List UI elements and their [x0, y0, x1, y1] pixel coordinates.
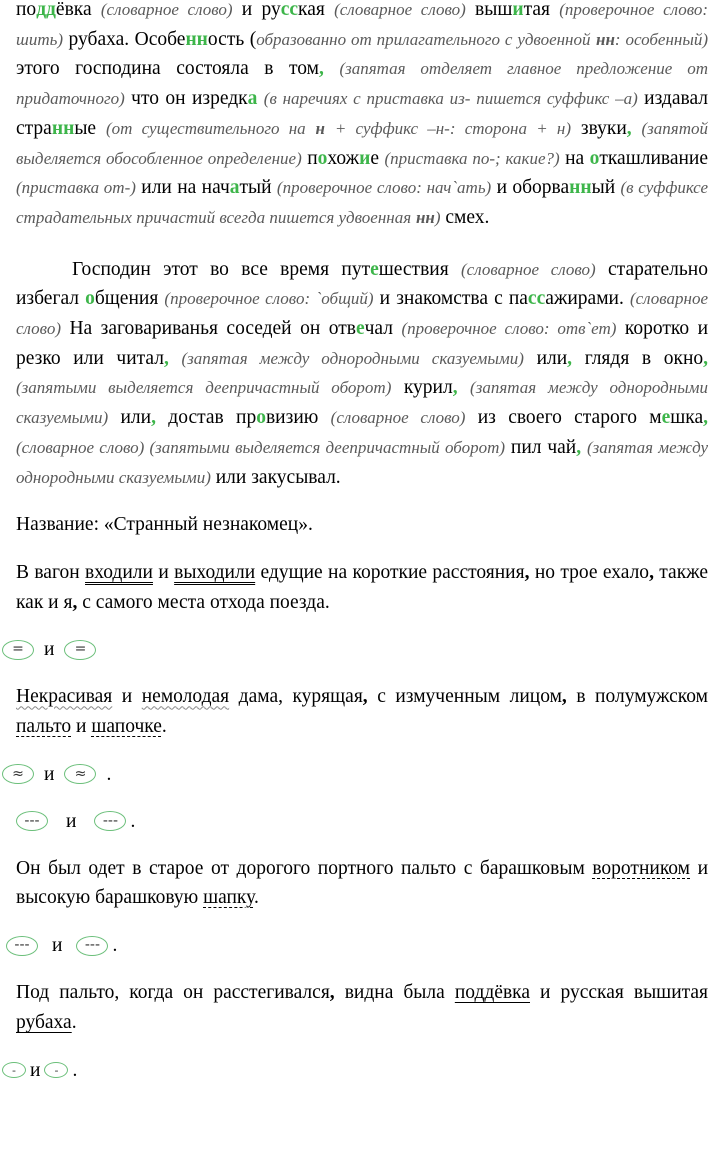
highlight-letter: е [370, 258, 379, 280]
scheme-conjunction: и [44, 639, 55, 661]
comment: : особенный) [614, 29, 708, 49]
predicate: выходили [174, 561, 256, 583]
highlight-letter: нн [185, 28, 208, 50]
text: и ру [241, 0, 281, 20]
subject: рубаха [16, 1011, 72, 1033]
text: шествия [378, 258, 449, 280]
text: что он изредк [131, 88, 248, 110]
document-page [12, 0, 709, 1085]
text: . [253, 887, 259, 909]
predicate: входили [85, 561, 153, 583]
comment: (от существительного на [105, 118, 306, 138]
scheme-period: . [72, 1059, 78, 1081]
comment: (приставка по-; какие?) [384, 148, 560, 168]
highlight-comma: , [703, 407, 709, 429]
text: Господин этот во все время пут [72, 258, 371, 280]
comment: (проверочное слово: отв`ет) [401, 319, 617, 339]
text: и [121, 686, 133, 708]
text: выш [475, 0, 513, 20]
scheme-period: . [112, 935, 118, 957]
subject-oval-icon: - [44, 1062, 68, 1078]
text: с самого места отхода поезда. [82, 591, 330, 613]
text: курил [403, 377, 453, 399]
highlight-letter: и [512, 0, 524, 20]
subject: поддёвка [454, 982, 530, 1004]
highlight-letter: дд [36, 0, 56, 20]
text: или [536, 347, 568, 369]
text: также как и я [16, 561, 709, 613]
highlight-letter: е [355, 318, 365, 340]
text: На заговариванья соседей он отв [69, 318, 356, 340]
highlight-letter: о [256, 407, 266, 429]
text: коротко и резко или читал [16, 318, 709, 369]
text: смех. [445, 206, 490, 228]
comment: (словарное слово) [16, 289, 709, 339]
text: едущие на короткие расстояния [260, 561, 525, 583]
scheme-3 [16, 807, 708, 836]
scheme-2 [2, 760, 708, 789]
highlight-letter: о [85, 288, 95, 310]
text: Под пальто, когда он расстегивался [16, 982, 330, 1004]
scheme-4 [6, 931, 708, 960]
comment: (запятая между однородными сказуемыми) [16, 437, 709, 487]
text: из своего старого м [477, 407, 662, 429]
paragraph-2 [16, 255, 708, 493]
text: дама, курящая [238, 686, 363, 708]
highlight-comma: , [626, 117, 632, 139]
highlight-letter: сс [280, 0, 299, 20]
text: глядя в окно [584, 347, 704, 369]
comment-bold: н [315, 118, 325, 138]
highlight-letter: сс [527, 288, 546, 310]
text: визию [265, 407, 319, 429]
text: и русская вышитая [540, 982, 709, 1004]
comma: , [362, 686, 368, 708]
text: с измученным лицом [377, 686, 562, 708]
comment: ) [434, 207, 441, 227]
text: кая [298, 0, 325, 20]
comment: (запятыми выделяется деепричастный оборот) [16, 378, 392, 398]
text: звуки [580, 117, 627, 139]
highlight-comma: , [452, 377, 458, 399]
text: издавал стра [16, 88, 709, 139]
comment: (словарное слово) [461, 259, 596, 279]
attribute: Некрасивая [16, 686, 113, 708]
highlight-comma: , [319, 58, 324, 80]
highlight-comma: , [703, 347, 709, 369]
text: ый [591, 177, 616, 199]
text: ость ( [207, 28, 257, 50]
comment: (словарное слово) [334, 0, 466, 19]
text: и высокую барашковую [16, 857, 709, 909]
comment: образованно от прилагательного с удвоенной [256, 29, 591, 49]
text: ёвка [55, 0, 92, 20]
highlight-comma: , [164, 347, 169, 369]
comment: (проверочное слово: `общий) [164, 289, 374, 309]
text: достав пр [168, 407, 257, 429]
highlight-letter: а [229, 177, 240, 199]
comma: , [72, 591, 78, 613]
comment: (словарное слово) [330, 408, 466, 428]
highlight-letter: нн [51, 117, 75, 139]
text: шка [670, 407, 704, 429]
text: и знакомства с па [379, 288, 528, 310]
object-oval-icon: --- [76, 936, 108, 956]
text: ые [74, 117, 97, 139]
object-oval-icon: --- [16, 811, 48, 831]
highlight-letter: и [359, 147, 371, 169]
scheme-1 [2, 635, 708, 664]
highlight-comma: , [151, 407, 156, 429]
text: ткашливание [599, 147, 709, 169]
comma: , [329, 982, 335, 1004]
text: старательно избегал [16, 258, 708, 310]
comma: , [561, 686, 567, 708]
subject-oval-icon: - [2, 1062, 26, 1078]
comment: (в суффиксе страдательных причастий всегда пишется удвоенная [16, 178, 709, 227]
comment: + суффикс –н-: сторона + н) [334, 118, 572, 138]
text: и [158, 561, 169, 583]
highlight-letter: о [317, 147, 328, 169]
text: п [307, 147, 318, 169]
highlight-comma: , [576, 436, 582, 458]
comment: (запятая между однородными сказуемыми) [181, 348, 524, 368]
text: и [76, 716, 87, 738]
predicate-oval-icon: = [2, 640, 34, 660]
comment: (запятая между однородными сказуемыми) [16, 378, 708, 428]
text: Он был одет в старое от дорогого портного пальто с барашковым [16, 857, 585, 879]
text: по [16, 0, 37, 20]
sentence-3 [16, 854, 708, 913]
comment: (в наречиях с приставка из- пишется суффикс –а) [263, 89, 638, 109]
scheme-conjunction: и [66, 810, 77, 832]
text: или на нач [141, 177, 230, 199]
comment: (запятой выделяется обособленное определение) [16, 118, 708, 168]
title-line: Название: «Странный незнакомец». [16, 514, 313, 536]
object-oval-icon: --- [6, 936, 38, 956]
comma: , [649, 561, 654, 583]
sentence-2 [16, 682, 708, 741]
text: . [71, 1011, 77, 1033]
attribute: немолодая [141, 686, 230, 708]
comment: (запятая отделяет главное предложение от придаточного) [16, 59, 708, 109]
highlight-comma: , [567, 347, 573, 369]
text: видна была [344, 982, 445, 1004]
object: пальто [16, 716, 72, 738]
comment: (приставка от-) [16, 178, 136, 198]
object: шапочке [91, 716, 162, 738]
object-oval-icon: --- [94, 811, 126, 831]
highlight-letter: а [247, 88, 258, 110]
text: рубаха. Особе [68, 28, 186, 50]
text: бщения [94, 288, 159, 310]
object: воротником [592, 857, 691, 879]
text: или [120, 407, 152, 429]
predicate-oval-icon: = [64, 640, 96, 660]
paragraph-1 [16, 0, 708, 233]
text: на [565, 147, 585, 169]
highlight-letter: е [661, 407, 671, 429]
attribute-oval-icon: ≈ [2, 764, 34, 784]
comment-bold: нн [596, 29, 615, 49]
comment: (словарное слово) [100, 0, 233, 19]
text: или закусывал. [215, 466, 341, 488]
text: е [370, 147, 380, 169]
text: но трое ехало [534, 561, 650, 583]
sentence-4 [16, 978, 708, 1037]
object: шапку [203, 887, 254, 909]
scheme-conjunction: и [52, 935, 63, 957]
comment: (проверочное слово: нач`ать) [276, 178, 492, 198]
text: В вагон [16, 561, 80, 583]
scheme-conjunction: и [44, 763, 55, 785]
text: ажирами. [545, 288, 624, 310]
text: этого господина состояла в том [16, 58, 320, 80]
scheme-period: . [130, 810, 136, 832]
highlight-letter: о [589, 147, 600, 169]
scheme-conjunction: и [30, 1059, 41, 1081]
highlight-letter: нн [569, 177, 592, 199]
text: пил чай [510, 436, 577, 458]
sentence-1 [16, 558, 708, 617]
comment-bold: нн [415, 207, 435, 227]
comma: , [524, 561, 530, 583]
text: чал [364, 318, 393, 340]
comment: (проверочное слово: шить) [16, 0, 709, 49]
text: тый [239, 177, 272, 199]
text: . [161, 716, 167, 738]
scheme-period: . [106, 763, 112, 785]
attribute-oval-icon: ≈ [64, 764, 96, 784]
text: хож [327, 147, 360, 169]
scheme-5 [2, 1056, 708, 1085]
text: тая [523, 0, 550, 20]
text: и оборва [496, 177, 570, 199]
comment: (словарное слово) (запятыми выделяется деепричастный оборот) [16, 437, 506, 457]
text: в полумужском [576, 686, 708, 708]
